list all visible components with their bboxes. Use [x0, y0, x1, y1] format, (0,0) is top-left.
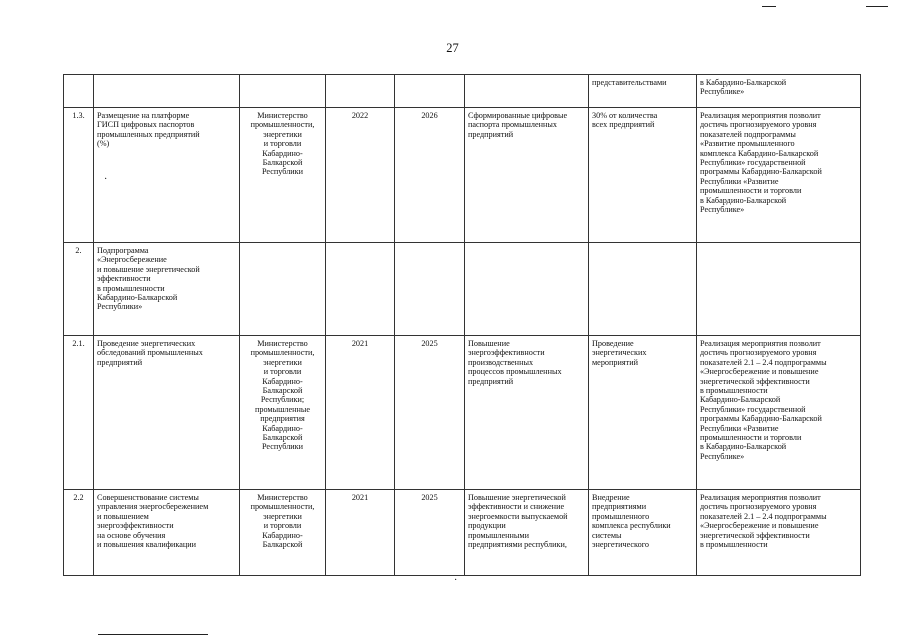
expected-result	[465, 75, 589, 108]
row-number: 2.1.	[64, 336, 94, 490]
start-year	[326, 243, 395, 336]
table-row	[64, 243, 861, 336]
page-number: 27	[446, 41, 459, 55]
table-row	[64, 490, 861, 576]
row-number: 1.3.	[64, 108, 94, 243]
start-year	[326, 75, 395, 108]
executor: Министерство промышленности, энергетики и торговли Кабардино- Балкарской Республики	[240, 108, 326, 243]
start-year: 2021	[326, 336, 395, 490]
footnote-separator	[98, 634, 208, 635]
expected-result	[465, 243, 589, 336]
end-year: 2026	[395, 108, 465, 243]
end-year: 2025	[395, 490, 465, 576]
end-year	[395, 243, 465, 336]
measures-table	[63, 74, 861, 576]
executor: Министерство промышленности, энергетики и торговли Кабардино- Балкарской Республики; промышленные предприятия Кабардино- Балкарской Республики	[240, 336, 326, 490]
executor	[240, 243, 326, 336]
relation-note	[697, 243, 861, 336]
table-row	[64, 336, 861, 490]
start-year: 2022	[326, 108, 395, 243]
end-year	[395, 75, 465, 108]
expected-result: Сформированные цифровые паспорта промышленных предприятий	[465, 108, 589, 243]
relation-note: в Кабардино-Балкарской Республике»	[697, 75, 861, 108]
measure-name: Проведение энергетических обследований промышленных предприятий	[94, 336, 240, 490]
row-number: 2.	[64, 243, 94, 336]
table-row	[64, 108, 861, 243]
measure-name: Размещение на платформе ГИСП цифровых паспортов промышленных предприятий (%)	[94, 108, 240, 243]
top-right-dash-1	[762, 6, 776, 7]
executor	[240, 75, 326, 108]
indicator: Внедрение предприятиями промышленного комплекса республики системы энергетического	[589, 490, 697, 576]
indicator: представительствами	[589, 75, 697, 108]
scan-speck: ·	[104, 174, 108, 185]
expected-result: Повышение энергоэффективности производственных процессов промышленных предприятий	[465, 336, 589, 490]
indicator: 30% от количества всех предприятий	[589, 108, 697, 243]
row-number: 2.2	[64, 490, 94, 576]
relation-note: Реализация мероприятия позволит достичь прогнозируемого уровня показателей подпрограммы «Развитие промышленного комплекса Кабардино-Балкарской Республики» государственной программы Кабардино-Балкарской Республики «Развитие промышленности и торговли в Кабардино-Балкарской Республике»	[697, 108, 861, 243]
indicator	[589, 243, 697, 336]
measure-name: Совершенствование системы управления энергосбережением и повышением энергоэффективности на основе обучения и повышения квалификации	[94, 490, 240, 576]
measure-name	[94, 75, 240, 108]
indicator: Проведение энергетических мероприятий	[589, 336, 697, 490]
end-year: 2025	[395, 336, 465, 490]
relation-note: Реализация мероприятия позволит достичь прогнозируемого уровня показателей 2.1 – 2.4 подпрограммы «Энергосбережение и повышение энергетической эффективности в промышленности	[697, 490, 861, 576]
scan-speck: ·	[454, 575, 458, 586]
start-year: 2021	[326, 490, 395, 576]
table-row	[64, 75, 861, 108]
top-right-dash-2	[866, 6, 888, 7]
measure-name: Подпрограмма «Энергосбережение и повышение энергетической эффективности в промышленности Кабардино-Балкарской Республики»	[94, 243, 240, 336]
executor: Министерство промышленности, энергетики и торговли Кабардино- Балкарской	[240, 490, 326, 576]
row-number	[64, 75, 94, 108]
expected-result: Повышение энергетической эффективности и снижение энергоемкости выпускаемой продукции промышленными предприятиями республики,	[465, 490, 589, 576]
relation-note: Реализация мероприятия позволит достичь прогнозируемого уровня показателей 2.1 – 2.4 подпрограммы «Энергосбережение и повышение энергетической эффективности в промышленности Кабардино-Балкарской Республики» государственной программы Кабардино-Балкарской Республики «Развитие промышленности и торговли в Кабардино-Балкарской Республике»	[697, 336, 861, 490]
